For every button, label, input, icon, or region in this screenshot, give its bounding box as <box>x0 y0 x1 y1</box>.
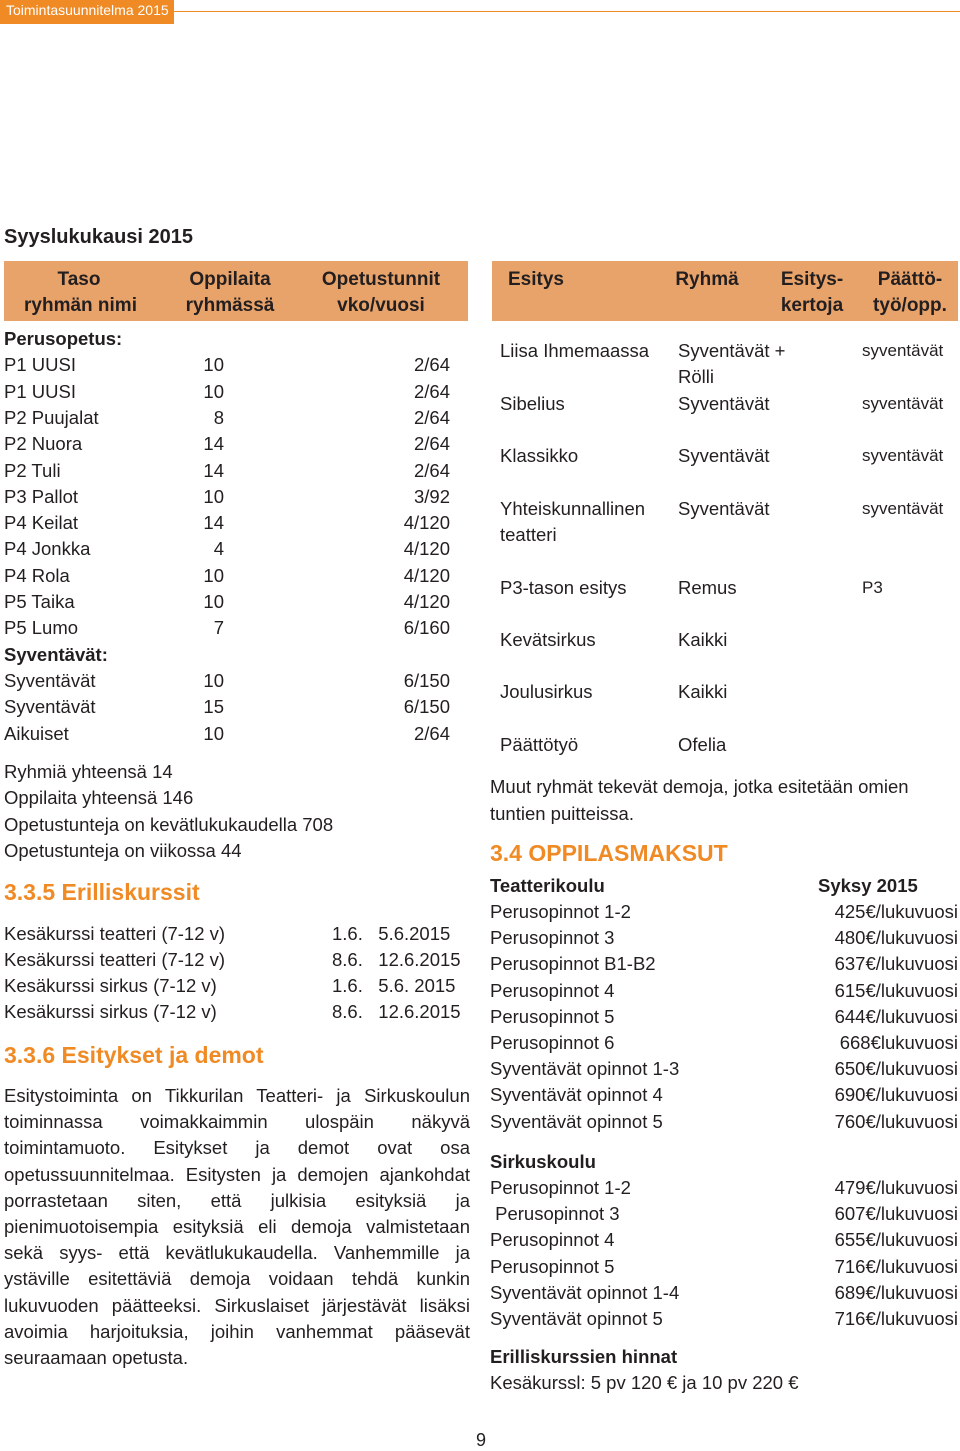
table-title: Syyslukukausi 2015 <box>4 226 194 248</box>
table-row <box>4 589 464 615</box>
table-row <box>4 405 464 431</box>
show-group: Remus <box>678 577 737 598</box>
fee-name: Syventävät opinnot 1-4 <box>490 1281 680 1303</box>
fee-row <box>490 1201 960 1227</box>
show-note: Muut ryhmät tekevät demoja, jotka esitetään omien tuntien puitteissa. <box>490 776 909 824</box>
show-row <box>500 627 958 679</box>
fee-row <box>490 1030 960 1056</box>
group-name: P5 Taika <box>4 591 75 612</box>
table-row <box>4 484 464 510</box>
student-count: 10 <box>203 354 224 376</box>
course-row <box>4 947 474 973</box>
teaching-hours: 4/120 <box>403 512 450 534</box>
show-row <box>500 443 958 495</box>
fee-name: Syventävät opinnot 1-3 <box>490 1058 680 1080</box>
teaching-hours: 2/64 <box>413 380 450 402</box>
table-row <box>4 721 464 747</box>
fee-price: 716€/lukuvuosi <box>834 1308 958 1329</box>
show-name: Klassikko <box>500 445 579 466</box>
fee-row <box>490 1175 960 1201</box>
summary-line: Ryhmiä yhteensä 14 <box>4 761 173 782</box>
fee-price: 690€/lukuvuosi <box>834 1084 958 1106</box>
col-header-hours: Opetustunnit vko/vuosi <box>321 269 441 316</box>
fee-name: Perusopinnot 3 <box>490 1203 620 1225</box>
fee-price: 668€lukuvuosi <box>839 1032 958 1053</box>
group-name: P4 Rola <box>4 564 70 586</box>
teaching-hours: 2/64 <box>413 722 450 744</box>
fee-price: 480€/lukuvuosi <box>834 927 958 949</box>
fee-price: 689€/lukuvuosi <box>834 1281 958 1303</box>
fee-section-header <box>490 873 960 899</box>
student-count: 10 <box>203 669 224 691</box>
student-count: 10 <box>203 380 224 402</box>
student-count: 10 <box>203 591 224 612</box>
fee-row <box>490 1082 960 1108</box>
fee-row <box>490 1280 960 1306</box>
teaching-hours: 4/120 <box>403 538 450 560</box>
teaching-hours: 2/64 <box>413 406 450 428</box>
fee-row <box>490 1004 960 1030</box>
show-col-header-final: Päättö- työ/opp. <box>873 269 947 316</box>
student-count: 14 <box>203 433 224 455</box>
summary-line: Opetustunteja on viikossa 44 <box>4 839 242 861</box>
show-name: Kevätsirkus <box>500 629 596 650</box>
fee-row <box>490 1306 960 1332</box>
fee-name: Perusopinnot 3 <box>490 927 615 949</box>
fee-name: Syventävät opinnot 5 <box>490 1110 663 1132</box>
fee-row <box>490 1056 960 1082</box>
fee-row <box>490 925 960 951</box>
course-prices-heading: Erilliskurssien hinnat <box>490 1346 678 1367</box>
group-name: Syventävät: <box>4 643 108 665</box>
fees-heading: 3.4 OPPILASMAKSUT <box>490 840 728 866</box>
student-count: 15 <box>203 696 224 718</box>
fee-price: 615€/lukuvuosi <box>834 979 958 1001</box>
show-row <box>500 575 958 627</box>
course-row <box>4 973 474 999</box>
course-name: Kesäkurssi teatteri (7-12 v) <box>4 923 226 944</box>
fee-row <box>490 978 960 1004</box>
table-row <box>4 379 464 405</box>
fee-price: 425€/lukuvuosi <box>834 901 958 922</box>
show-row <box>500 338 958 390</box>
col-header-level: Taso ryhmän nimi <box>24 269 137 316</box>
fee-price: 760€/lukuvuosi <box>834 1110 958 1132</box>
fee-price: 607€/lukuvuosi <box>834 1203 958 1225</box>
fee-price: 637€/lukuvuosi <box>834 953 958 975</box>
show-col-header-show: Esitys <box>508 269 564 290</box>
fee-price: 716€/lukuvuosi <box>834 1255 958 1277</box>
group-name: Perusopetus: <box>4 328 123 349</box>
header-rule <box>174 11 960 12</box>
student-count: 10 <box>203 485 224 507</box>
teaching-hours: 3/92 <box>413 485 450 507</box>
course-dates: 8.6. 12.6.2015 <box>332 1001 461 1022</box>
fee-row <box>490 1227 960 1253</box>
fee-price: 655€/lukuvuosi <box>834 1229 958 1251</box>
group-name: P5 Lumo <box>4 617 79 639</box>
table-row <box>4 668 464 694</box>
table-row <box>4 510 464 536</box>
show-group: Syventävät <box>678 498 770 519</box>
page-number: 9 <box>476 1430 487 1450</box>
fee-row <box>490 899 960 925</box>
fee-name: Syventävät opinnot 4 <box>490 1084 663 1106</box>
course-dates: 8.6. 12.6.2015 <box>332 949 461 970</box>
course-name: Kesäkurssi teatteri (7-12 v) <box>4 949 226 970</box>
table-row <box>4 458 464 484</box>
teaching-hours: 6/150 <box>403 696 450 718</box>
fee-row <box>490 1254 960 1280</box>
group-name: P1 UUSI <box>4 354 76 376</box>
fee-name: Perusopinnot 4 <box>490 979 615 1001</box>
fee-name: Perusopinnot 4 <box>490 1229 615 1251</box>
group-name: P3 Pallot <box>4 485 79 507</box>
final-work: syventävät <box>862 446 944 465</box>
table-row <box>4 563 464 589</box>
show-group: Syventävät <box>678 445 770 466</box>
fee-name: Perusopinnot 1-2 <box>490 1177 631 1198</box>
fee-price: 479€/lukuvuosi <box>834 1177 958 1198</box>
teaching-hours: 2/64 <box>413 459 450 481</box>
show-row <box>500 391 958 443</box>
fee-price: 650€/lukuvuosi <box>834 1058 958 1080</box>
table-row <box>4 642 464 668</box>
table-row <box>4 536 464 562</box>
group-name: P2 Tuli <box>4 459 61 481</box>
teaching-hours: 6/150 <box>403 669 450 691</box>
fee-section-header <box>490 1149 960 1175</box>
student-count: 10 <box>203 564 224 586</box>
show-name: Liisa Ihmemaassa <box>500 340 650 361</box>
course-row <box>4 999 474 1025</box>
student-count: 4 <box>213 538 224 560</box>
performances-heading: 3.3.6 Esitykset ja demot <box>4 1042 264 1068</box>
group-name: P4 Keilat <box>4 512 79 534</box>
fee-name: Teatterikoulu <box>490 875 605 896</box>
show-name: Päättötyö <box>500 734 579 755</box>
group-name: Syventävät <box>4 696 96 718</box>
final-work: syventävät <box>862 394 944 413</box>
fee-name: Sirkuskoulu <box>490 1151 596 1172</box>
show-group: Kaikki <box>678 681 728 702</box>
summary-line: Oppilaita yhteensä 146 <box>4 787 194 809</box>
show-col-header-count: Esitys- kertoja <box>780 269 844 316</box>
col-header-students: Oppilaita ryhmässä <box>185 269 275 316</box>
course-dates: 1.6. 5.6.2015 <box>332 923 451 944</box>
header-bar <box>0 0 174 24</box>
course-prices-text: Kesäkurssl: 5 pv 120 € ja 10 pv 220 € <box>490 1372 799 1393</box>
show-row <box>500 679 958 731</box>
show-group: Ofelia <box>678 734 727 755</box>
courses-heading: 3.3.5 Erilliskurssit <box>4 879 200 905</box>
student-count: 8 <box>213 406 224 428</box>
group-name: P2 Nuora <box>4 433 83 455</box>
fee-name: Perusopinnot 1-2 <box>490 901 631 922</box>
table-row <box>4 431 464 457</box>
student-count: 7 <box>213 617 224 639</box>
table-row <box>4 615 464 641</box>
fee-name: Perusopinnot 5 <box>490 1005 615 1027</box>
show-group: Syventävät <box>678 393 770 414</box>
show-name: Yhteiskunnallinen teatteri <box>500 498 646 545</box>
summary-line: Opetustunteja on kevätlukukaudella 708 <box>4 813 334 835</box>
show-group: Syventävät + Rölli <box>678 340 786 387</box>
teaching-hours: 2/64 <box>413 433 450 455</box>
final-work: syventävät <box>862 341 944 360</box>
teaching-hours: 2/64 <box>413 354 450 376</box>
student-count: 14 <box>203 512 224 534</box>
show-col-header-group: Ryhmä <box>675 269 739 290</box>
group-name: P2 Puujalat <box>4 406 99 428</box>
table-row <box>4 352 464 378</box>
student-count: 14 <box>203 459 224 481</box>
performances-paragraph: Esitystoiminta on Tikkurilan Teatteri- ja Sirkuskoulun toiminnassa voimakkaimmin ulospäin näkyvä toimintamuoto. Esitykset ja demot ovat osa opetussuunnitelmaa. Esitysten ja demojen ajankohdat porrastetaan siten, että julkisia esityksiä ja pienimuotoisempia esityksiä eli demoja valmistetaan sekä syys- että kevätlukukaudella. Vanhemmille ja ystäville esitettäviä demoja voidaan tehdä kunkin lukuvuoden päätteeksi. Sirkuslaiset järjestävät lisäksi avoimia harjoituksia, joihin vanhemmat pääsevät seuraamaan opetusta. <box>4 1085 470 1369</box>
show-name: Sibelius <box>500 393 565 414</box>
table-row <box>4 694 464 720</box>
fee-name: Perusopinnot 5 <box>490 1255 615 1277</box>
fee-row <box>490 1109 960 1135</box>
teaching-hours: 6/160 <box>403 617 450 639</box>
fee-name: Perusopinnot 6 <box>490 1032 615 1053</box>
teaching-hours: 4/120 <box>403 591 450 612</box>
group-name: Aikuiset <box>4 722 69 744</box>
course-name: Kesäkurssi sirkus (7-12 v) <box>4 975 217 996</box>
final-work: syventävät <box>862 499 944 518</box>
course-dates: 1.6. 5.6. 2015 <box>332 975 456 996</box>
fee-price: 644€/lukuvuosi <box>834 1005 958 1027</box>
student-count: 10 <box>203 722 224 744</box>
fee-row <box>490 951 960 977</box>
fee-price: Syksy 2015 <box>818 875 918 896</box>
show-name: P3-tason esitys <box>500 577 627 598</box>
show-group: Kaikki <box>678 629 728 650</box>
course-row <box>4 921 474 947</box>
course-name: Kesäkurssi sirkus (7-12 v) <box>4 1001 217 1022</box>
show-row <box>500 496 958 548</box>
final-work: P3 <box>862 578 883 597</box>
running-title: Toimintasuunnitelma 2015 <box>6 2 169 18</box>
show-name: Joulusirkus <box>500 681 593 702</box>
table-row <box>4 326 464 352</box>
group-name: P4 Jonkka <box>4 538 91 560</box>
fee-name: Syventävät opinnot 5 <box>490 1308 663 1329</box>
teaching-hours: 4/120 <box>403 564 450 586</box>
group-name: Syventävät <box>4 669 96 691</box>
fee-name: Perusopinnot B1-B2 <box>490 953 656 975</box>
group-name: P1 UUSI <box>4 380 76 402</box>
